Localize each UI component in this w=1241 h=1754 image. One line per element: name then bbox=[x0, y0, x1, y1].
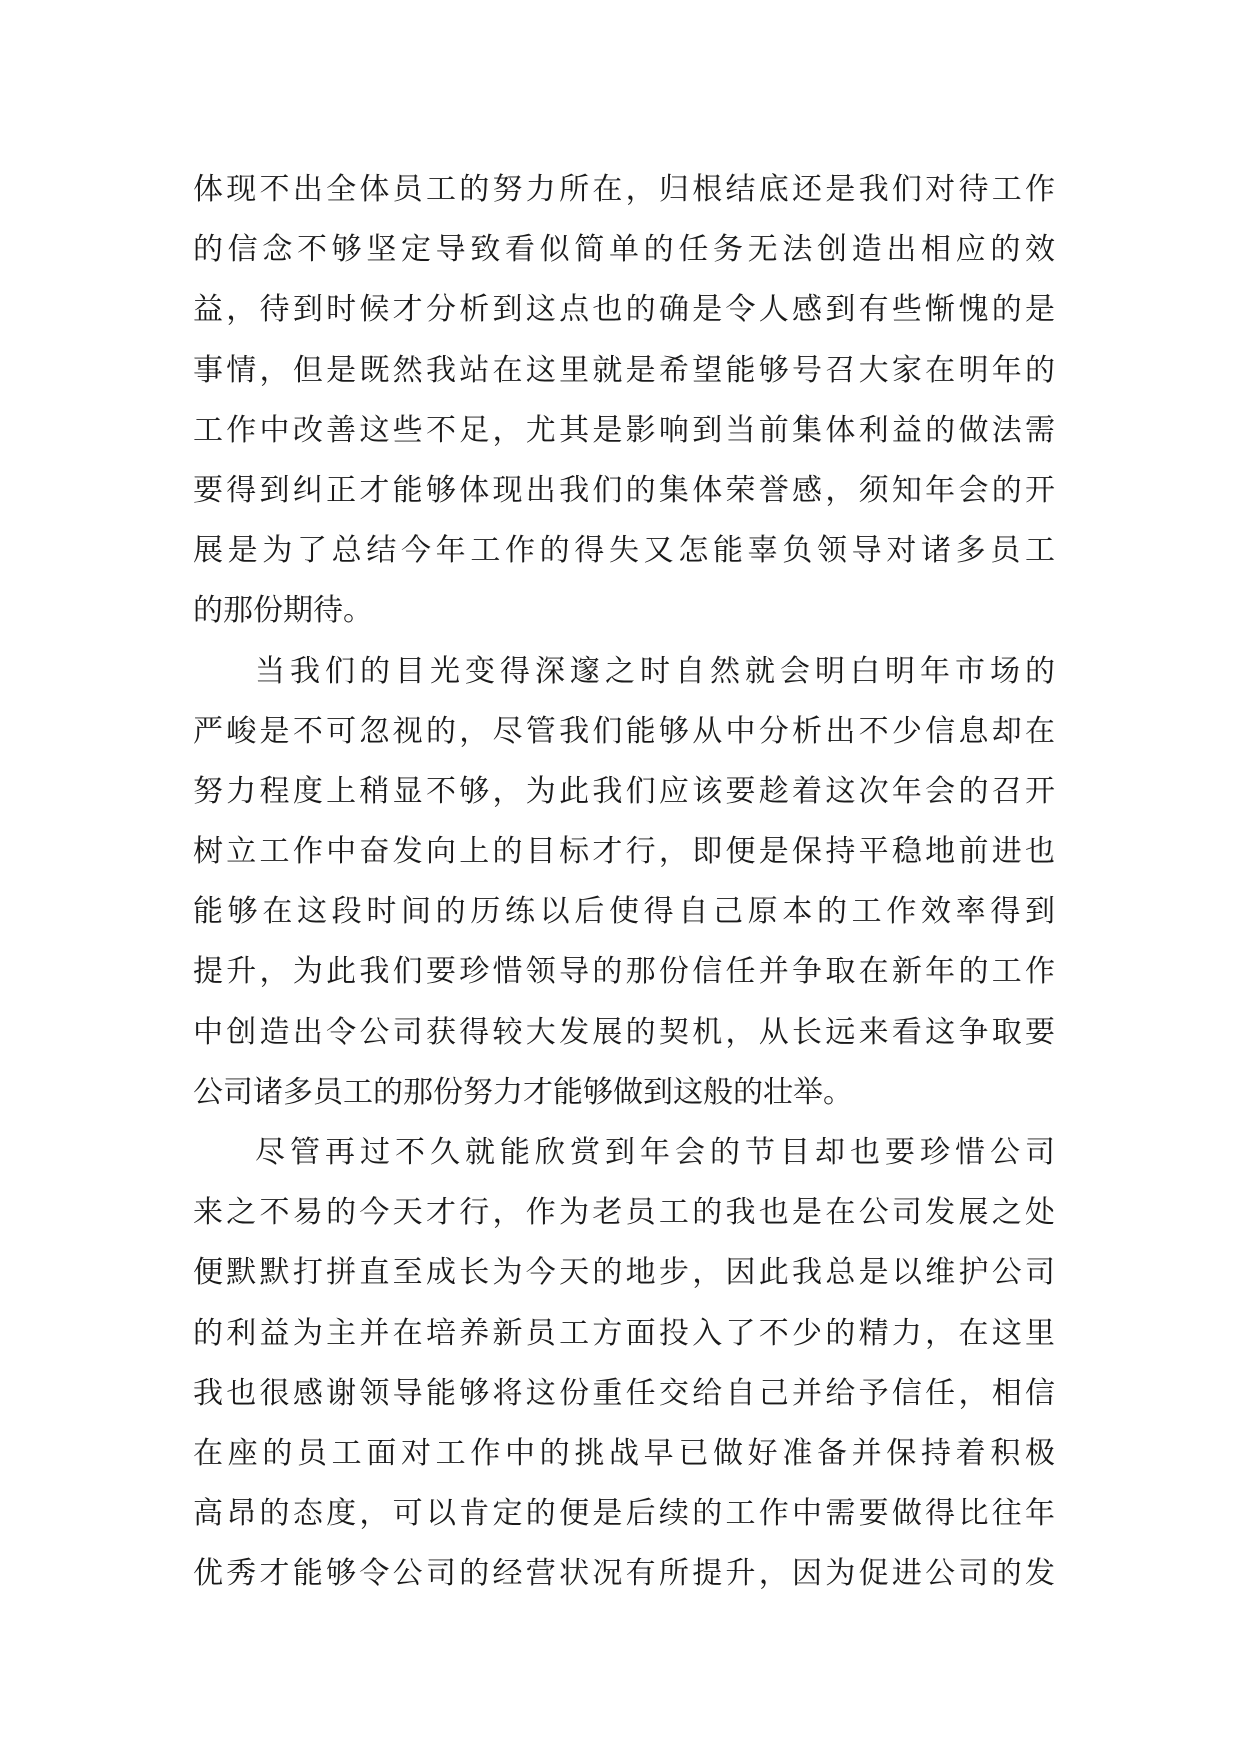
text-line: 中创造出令公司获得较大发展的契机，从长远来看这争取要 bbox=[193, 1014, 1055, 1050]
text-line: 益，待到时候才分析到这点也的确是令人感到有些惭愧的是 bbox=[193, 292, 1055, 328]
text-line: 公司诸多员工的那份努力才能够做到这般的壮举。 bbox=[193, 1074, 853, 1110]
text-line: 便默默打拼直至成长为今天的地步，因此我总是以维护公司 bbox=[193, 1255, 1055, 1291]
text-line: 树立工作中奋发向上的目标才行，即便是保持平稳地前进也 bbox=[193, 834, 1055, 870]
text-line: 的那份期待。 bbox=[193, 593, 373, 629]
text-line: 展是为了总结今年工作的得失又怎能辜负领导对诸多员工 bbox=[193, 533, 1055, 569]
text-line: 严峻是不可忽视的，尽管我们能够从中分析出不少信息却在 bbox=[193, 713, 1055, 749]
text-line: 在座的员工面对工作中的挑战早已做好准备并保持着积极 bbox=[193, 1435, 1055, 1471]
text-line: 当我们的目光变得深邃之时自然就会明白明年市场的 bbox=[255, 653, 1055, 689]
text-line: 的利益为主并在培养新员工方面投入了不少的精力，在这里 bbox=[193, 1315, 1055, 1351]
text-line: 的信念不够坚定导致看似简单的任务无法创造出相应的效 bbox=[193, 232, 1055, 268]
text-line: 能够在这段时间的历练以后使得自己原本的工作效率得到 bbox=[193, 894, 1055, 930]
text-line: 高昂的态度，可以肯定的便是后续的工作中需要做得比往年 bbox=[193, 1496, 1055, 1532]
text-line: 尽管再过不久就能欣赏到年会的节目却也要珍惜公司 bbox=[255, 1135, 1055, 1170]
text-line: 体现不出全体员工的努力所在，归根结底还是我们对待工作 bbox=[193, 172, 1055, 207]
body-text bbox=[193, 160, 1055, 1605]
text-line: 提升，为此我们要珍惜领导的那份信任并争取在新年的工作 bbox=[193, 954, 1055, 990]
text-line: 努力程度上稍显不够，为此我们应该要趁着这次年会的召开 bbox=[193, 773, 1055, 809]
text-line: 要得到纠正才能够体现出我们的集体荣誉感，须知年会的开 bbox=[193, 472, 1055, 508]
text-line: 工作中改善这些不足，尤其是影响到当前集体利益的做法需 bbox=[193, 412, 1055, 448]
text-line: 来之不易的今天才行，作为老员工的我也是在公司发展之处 bbox=[193, 1195, 1055, 1231]
text-line: 我也很感谢领导能够将这份重任交给自己并给予信任，相信 bbox=[193, 1375, 1055, 1411]
text-line: 优秀才能够令公司的经营状况有所提升，因为促进公司的发 bbox=[193, 1556, 1055, 1592]
text-line: 事情，但是既然我站在这里就是希望能够号召大家在明年的 bbox=[193, 352, 1055, 388]
